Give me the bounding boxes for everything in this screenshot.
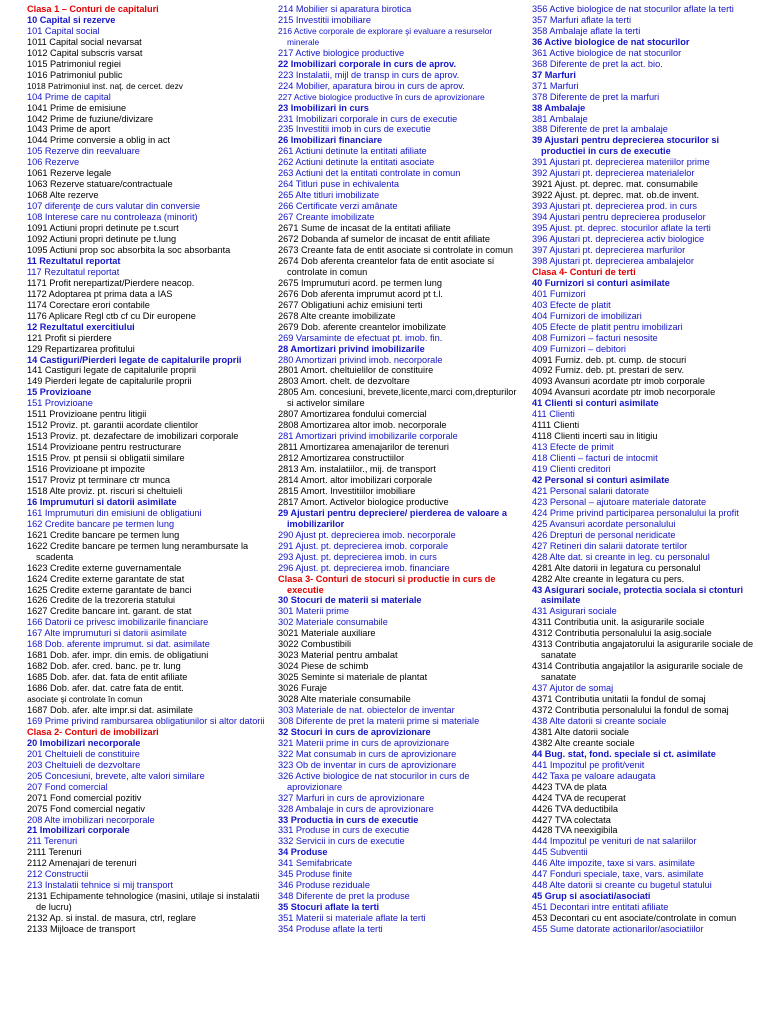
account-line: 4423 TVA de plata [532, 781, 607, 792]
account-line: 445 Subventii [532, 847, 588, 858]
account-line: 357 Marfuri aflate la terti [532, 14, 632, 25]
account-line: 2812 Amortizarea constructiilor [278, 453, 405, 464]
account-line: 4312 Contributia personalului la asig.sociale [532, 628, 712, 639]
account-line: 1621 Credite bancare pe termen lung [27, 529, 180, 540]
account-line: 302 Materiale consumabile [278, 617, 388, 628]
account-line: 107 diferenţe de curs valutar din conversie [27, 201, 201, 212]
account-line: 291 Ajust. pt. deprecierea imob. corporale [278, 540, 449, 551]
account-line: 388 Diferente de pret la ambalaje [532, 124, 668, 135]
account-line: 1625 Credite externe garantate de banci [27, 584, 192, 595]
group-heading: 30 Stocuri de materii si materiale [278, 595, 422, 606]
group-heading: 34 Produse [278, 847, 328, 858]
account-line: 1095 Actiuni prop soc absorbita la soc absorbanta [27, 244, 231, 255]
account-line: 403 Efecte de platit [532, 299, 611, 310]
account-line: 129 Repartizarea profitului [27, 343, 135, 354]
group-heading: 28 Amortizari privind imobilizarile [278, 343, 425, 354]
account-line: 4371 Contributia unitatii la fondul de somaj [532, 694, 706, 705]
account-line: 331 Produse in curs de executie [278, 825, 410, 836]
account-line: 361 Active biologice de nat stocurilor [532, 47, 682, 58]
account-line: 1091 Actiuni propri detinute pe t.scurt [27, 223, 179, 234]
account-line: 332 Servicii in curs de executie [278, 836, 405, 847]
account-line: 2672 Dobanda af sumelor de incasat de entit afiliate [278, 234, 490, 245]
account-line: 1686 Dob. afer. dat. catre fata de entit. [27, 683, 184, 694]
group-heading: 45 Grup si asociati/asociati [532, 891, 651, 902]
account-line: 1511 Provizioane pentru litigii [27, 409, 147, 420]
group-heading: 42 Personal si conturi asimilate [532, 474, 670, 485]
account-line: 4091 Furniz. deb. pt. cump. de stocuri [532, 354, 687, 365]
account-line: 395 Ajust. pt. deprec. stocurilor aflate la terti [532, 223, 711, 234]
account-line: 326 Active biologice de nat stocurilor in curs de aprovizionare [278, 770, 470, 792]
account-line: 448 Alte datorii si creante cu bugetul statului [532, 880, 712, 891]
account-line: 2131 Echipamente tehnologice (masini, utilaje si instalatii de lucru) [27, 891, 260, 913]
account-line: 1513 Proviz. pt. dezafectare de imobilizari corporale [27, 431, 239, 442]
account-line: 4314 Contributia angajatilor la asigurarile sociale de sanatate [532, 661, 743, 683]
account-line: 427 Retineri din salarii datorate tertilor [532, 540, 688, 551]
account-line: 1042 Prime de fuziune/divizare [27, 113, 154, 124]
account-line: 2801 Amort. cheltuielilor de constituire [278, 365, 434, 376]
account-line: 321 Materii prime in curs de aprovizionare [278, 737, 450, 748]
class-heading: Clasa 4- Conturi de terti [532, 266, 636, 277]
account-line: 4111 Clienti [532, 420, 580, 431]
column-3 [532, 4, 764, 935]
account-line: 431 Asigurari sociale [532, 606, 617, 617]
account-line: 281 Amortizari privind imobilizarile corporale [278, 431, 458, 442]
account-line: 211 Terenuri [27, 836, 78, 847]
account-line: 301 Materii prime [278, 606, 349, 617]
account-line: 1622 Credite bancare pe termen lung nerambursate la scadenta [27, 540, 249, 562]
account-line: 4311 Contributia unit. la asigurarile sociale [532, 617, 705, 628]
account-line: 262 Actiuni detinute la entitati asociate [278, 157, 435, 168]
account-line: 411 Clienti [532, 409, 575, 420]
account-line: 356 Active biologice de nat stocurilor aflate la terti [532, 4, 734, 14]
account-line: 2676 Dob aferenta imprumut acord pt t.l. [278, 288, 443, 299]
account-line: 2675 Imprumuturi acord. pe termen lung [278, 277, 442, 288]
account-line: 4381 Alte datorii sociale [532, 726, 630, 737]
group-heading: 15 Provizioane [27, 387, 92, 398]
account-line: 322 Mat consumab in curs de aprovizionare [278, 748, 457, 759]
account-line: 409 Furnizori – debitori [532, 343, 626, 354]
account-line: 345 Produse finite [278, 869, 353, 880]
account-line: 444 Impozitul pe venituri de nat salariilor [532, 836, 697, 847]
account-line: 438 Alte datorii si creante sociale [532, 715, 667, 726]
account-line: 421 Personal salarii datorate [532, 485, 649, 496]
account-line: 393 Ajustari pt. deprecierea prod. in curs [532, 201, 697, 212]
account-line: 235 Investitii imob in curs de executie [278, 124, 431, 135]
account-line: 1518 Alte proviz. pt. riscuri si cheltuieli [27, 485, 183, 496]
account-line: 4118 Clienti incerti sau in litigiu [532, 431, 658, 442]
account-line: 1063 Rezerve statuare/contractuale [27, 179, 173, 190]
group-heading: 11 Rezultatul reportat [27, 255, 121, 266]
group-heading: 12 Rezultatul exercitiului [27, 321, 135, 332]
account-line: 1011 Capital social nevarsat [27, 36, 142, 47]
column-1 [27, 4, 267, 935]
group-heading: 23 Imobilizari in curs [278, 102, 369, 113]
account-line: 3025 Seminte si materiale de plantat [278, 672, 428, 683]
account-line: 391 Ajustari pt. deprecierea materiilor prime [532, 157, 710, 168]
account-line: 3024 Piese de schimb [278, 661, 369, 672]
account-line: 2815 Amort. Investitiilor imobiliare [278, 485, 416, 496]
group-heading: 22 Imobilizari corporale in curs de aprov. [278, 58, 457, 69]
class-heading: Clasa 1 – Conturi de capitaluri [27, 4, 159, 14]
account-line: 2677 Obligatiuni achiz emisiuni terti [278, 299, 423, 310]
account-line: 1172 Adoptarea pt prima data a IAS [27, 288, 173, 299]
account-line: 1627 Credite bancare int. garant. de stat [27, 606, 192, 617]
account-line: 1012 Capital subscris varsat [27, 47, 143, 58]
account-line: 1516 Provizioane pt impozite [27, 464, 145, 475]
account-line: 455 Sume datorate actionarilor/asociatiilor [532, 924, 704, 935]
account-line: 358 Ambalaje aflate la terti [532, 25, 641, 36]
account-line: 141 Castiguri legate de capitalurile proprii [27, 365, 197, 376]
account-line: 2679 Dob. aferente creantelor imobilizate [278, 321, 447, 332]
account-line: 371 Marfuri [532, 80, 579, 91]
account-line: 296 Ajust. pt. deprecierea imob. financiare [278, 562, 450, 573]
account-line: 1068 Alte rezerve [27, 190, 99, 201]
account-line: 4093 Avansuri acordate ptr imob corporale [532, 376, 705, 387]
account-line: 447 Fonduri speciale, taxe, vars. asimilate [532, 869, 704, 880]
account-line: 151 Provizioane [27, 398, 93, 409]
account-line: 1015 Patrimoniul regiei [27, 58, 121, 69]
class-heading: Clasa 2- Conturi de imobilizari [27, 726, 159, 737]
account-line: 216 Active corporale de explorare şi evaluare a resurselor minerale [278, 25, 493, 47]
account-line: 2808 Amortizarea altor imob. necorporale [278, 420, 447, 431]
account-line: 1044 Prime conversie a oblig in act [27, 135, 170, 146]
account-line: 1176 Aplicare Regl ctb cf cu Dir europene [27, 310, 196, 321]
group-heading: 33 Productia in curs de executie [278, 814, 419, 825]
account-line: 378 Diferente de pret la marfuri [532, 91, 660, 102]
account-line: 446 Alte impozite, taxe si vars. asimilate [532, 858, 695, 869]
account-line: 441 Impozitul pe profit/venit [532, 759, 645, 770]
account-line: 413 Efecte de primit [532, 442, 614, 453]
account-line: 392 Ajustari pt. deprecierea materialelor [532, 168, 695, 179]
account-line: 1623 Credite externe guvernamentale [27, 562, 182, 573]
account-line: 231 Imobilizari corporale in curs de executie [278, 113, 458, 124]
account-line: 3921 Ajust. pt. deprec. mat. consumabile [532, 179, 698, 190]
account-line: 3023 Material pentru ambalat [278, 650, 398, 661]
account-line: 1682 Dob. afer. cred. banc. pe tr. lung [27, 661, 181, 672]
account-line: 437 Ajutor de somaj [532, 683, 614, 694]
account-line: 424 Prime privind participarea personalului la profit [532, 507, 739, 518]
group-heading: 10 Capital si rezerve [27, 14, 116, 25]
column-2 [278, 4, 522, 935]
account-line: 1685 Dob. afer. dat. fata de entit afiliate [27, 672, 188, 683]
account-line: 3922 Ajust. pt. deprec. mat. ob.de invent. [532, 190, 700, 201]
account-line: 1041 Prime de emisiune [27, 102, 127, 113]
account-line: 442 Taxa pe valoare adaugata [532, 770, 656, 781]
group-heading: 21 Imobilizari corporale [27, 825, 130, 836]
account-line: 203 Cheltuieli de dezvoltare [27, 759, 141, 770]
account-line: 261 Actiuni detinute la entitati afiliate [278, 146, 427, 157]
account-line: 1043 Prime de aport [27, 124, 111, 135]
account-line: 348 Diferente de pret la produse [278, 891, 410, 902]
account-line: 1171 Profit nerepartizat/Pierdere neacop. [27, 277, 195, 288]
group-heading: 29 Ajustari pentru depreciere/ pierderea de valoare a imobilizarilor [278, 507, 507, 529]
account-line: 169 Prime privind rambursarea obligatiunilor si altor datorii [27, 715, 265, 726]
account-line: 396 Ajustari pt. deprecierea activ biologice [532, 234, 705, 245]
account-line: 2678 Alte creante imobilizate [278, 310, 396, 321]
account-line: 293 Ajust. pt. deprecierea imob. in curs [278, 551, 437, 562]
account-line: 208 Alte imobilizari necorporale [27, 814, 155, 825]
account-line: 4426 TVA deductibila [532, 803, 618, 814]
account-line: 1174 Corectare erori contabile [27, 299, 150, 310]
account-line: 4372 Contributia personalului la fondul de somaj [532, 705, 729, 715]
account-line: 419 Clienti creditori [532, 464, 611, 475]
group-heading: 14 Castiguri/Pierderi legate de capitalurile proprii [27, 354, 242, 365]
account-line: 2112 Amenajari de terenuri [27, 858, 137, 869]
account-line: 168 Dob. aferente imprumut. si dat. asimilate [27, 639, 210, 650]
account-line: 2811 Amortizarea amenajarilor de terenuri [278, 442, 449, 453]
account-line: 2075 Fond comercial negativ [27, 803, 145, 814]
account-line: 327 Marfuri in curs de aprovizionare [278, 792, 425, 803]
account-line: 4382 Alte creante sociale [532, 737, 635, 748]
group-heading: 35 Stocuri aflate la terti [278, 902, 380, 913]
account-line: 161 Imprumuturi din emisiuni de obligatiuni [27, 507, 202, 518]
account-line: 401 Furnizori [532, 288, 586, 299]
account-line: 408 Furnizori – facturi nesosite [532, 332, 658, 343]
account-line: 2814 Amort. altor imobilizari corporale [278, 474, 433, 485]
account-line: 101 Capital social [27, 25, 100, 36]
group-heading: 37 Marfuri [532, 69, 576, 80]
account-line: 381 Ambalaje [532, 113, 588, 124]
account-line: 1016 Patrimoniul public [27, 69, 123, 80]
account-line: 418 Clienti – facturi de intocmit [532, 453, 658, 464]
account-line: 108 Interese care nu controleaza (minorit) [27, 212, 198, 223]
account-line: 207 Fond comercial [27, 781, 108, 792]
account-line: 1018 Patrimoniul inst. naţ. de cercet. dezv [27, 80, 183, 91]
group-heading: 39 Ajustari pentru deprecierea stocurilor si productiei in curs de executie [532, 135, 720, 157]
account-line: 267 Creante imobilizate [278, 212, 375, 223]
account-line: 201 Cheltuieli de constituire [27, 748, 140, 759]
account-line: 166 Datorii ce privesc imobilizarile financiare [27, 617, 209, 628]
account-line: 212 Constructii [27, 869, 89, 880]
account-line: 215 Investitii imobiliare [278, 14, 371, 25]
account-line: 3028 Alte materiale consumabile [278, 694, 411, 705]
account-line: 2111 Terenuri [27, 847, 82, 858]
account-line: 104 Prime de capital [27, 91, 111, 102]
group-heading: 36 Active biologice de nat stocurilor [532, 36, 690, 47]
account-line: 2805 Am. concesiuni, brevete,licente,marci com,drepturilor si activelor similare [278, 387, 517, 409]
group-heading: 38 Ambalaje [532, 102, 586, 113]
account-line: 223 Instalatii, mijl de transp in curs de aprov. [278, 69, 460, 80]
account-line: 2817 Amort. Activelor biologice productive [278, 496, 449, 507]
account-line: 1626 Credite de la trezoreria statului [27, 595, 176, 606]
account-line: 1514 Provizioane pentru restructurare [27, 442, 182, 453]
account-line: 1061 Rezerve legale [27, 168, 112, 179]
account-line: 3022 Combustibili [278, 639, 352, 650]
account-line: 227 Active biologice productive în curs de aprovizionare [278, 91, 485, 102]
account-line: 149 Pierderi legate de capitalurile proprii [27, 376, 192, 387]
account-line: 224 Mobilier, aparatura birou in curs de aprov. [278, 80, 465, 91]
account-line: 2133 Mijloace de transport [27, 924, 136, 935]
account-line: 397 Ajustari pt. deprecierea marfurilor [532, 244, 686, 255]
account-line: 423 Personal – ajutoare materiale datorate [532, 496, 707, 507]
account-line: 308 Diferente de pret la materii prime si materiale [278, 715, 480, 726]
account-line: 213 Instalatii tehnice si mij transport [27, 880, 174, 891]
account-line: 1092 Actiuni propri detinute pe t.lung [27, 234, 177, 245]
account-line: 2813 Am. instalatiilor., mij. de transport [278, 464, 436, 475]
account-line: 266 Certificate verzi amânate [278, 201, 398, 212]
account-line: 451 Decontari intre entitati afiliate [532, 902, 669, 913]
account-line: 303 Materiale de nat. obiectelor de inventar [278, 705, 455, 715]
account-line: 1517 Proviz pt terminare ctr munca [27, 474, 170, 485]
account-line: 117 Rezultatul reportat [27, 266, 120, 277]
account-line: 290 Ajust pt. deprecierea imob. necorporale [278, 529, 456, 540]
account-line: 428 Alte dat. si creante in leg. cu personalul [532, 551, 710, 562]
group-heading: 44 Bug. stat, fond. speciale si ct. asimilate [532, 748, 716, 759]
account-line: 1624 Credite externe garantate de stat [27, 573, 185, 584]
account-line: 2071 Fond comercial pozitiv [27, 792, 142, 803]
group-heading: 43 Asigurari sociale, protectia sociala si ctonturi asimilate [532, 584, 744, 606]
account-line: 121 Profit si pierdere [27, 332, 112, 343]
account-line: 341 Semifabricate [278, 858, 353, 869]
group-heading: 32 Stocuri in curs de aprovizionare [278, 726, 431, 737]
account-line: 2671 Sume de incasat de la entitati afiliate [278, 223, 451, 234]
account-line: 162 Credite bancare pe termen lung [27, 518, 175, 529]
account-line: 269 Varsaminte de efectuat pt. imob. fin. [278, 332, 443, 343]
account-line: 2803 Amort. chelt. de dezvoltare [278, 376, 410, 387]
account-line: 2807 Amortizarea fondului comercial [278, 409, 427, 420]
class-heading: Clasa 3- Conturi de stocuri si productie in curs de executie [278, 573, 496, 595]
account-line: 106 Rezerve [27, 157, 80, 168]
account-line: 217 Active biologice productive [278, 47, 405, 58]
group-heading: 20 Imobilizari necorporale [27, 737, 141, 748]
account-line: 167 Alte imprumuturi si datorii asimilate [27, 628, 187, 639]
account-line: asociate şi controlate în comun [27, 694, 143, 705]
account-line: 4092 Furniz. deb. pt. prestari de serv. [532, 365, 685, 376]
account-line: 4281 Alte datorii in legatura cu personalul [532, 562, 701, 573]
account-line: 214 Mobilier si aparatura birotica [278, 4, 412, 14]
account-line: 4427 TVA colectata [532, 814, 611, 825]
group-heading: 16 Imprumuturi si datorii asimilate [27, 496, 177, 507]
account-line: 264 Titluri puse in echivalenta [278, 179, 400, 190]
account-line: 398 Ajustari pt. deprecierea ambalajelor [532, 255, 694, 266]
account-line: 280 Amortizari privind imob. necorporale [278, 354, 443, 365]
account-line: 3026 Furaje [278, 683, 328, 694]
account-line: 354 Produse aflate la terti [278, 924, 383, 935]
account-line: 425 Avansuri acordate personalului [532, 518, 676, 529]
account-line: 1687 Dob. afer. alte impr.si dat. asimilate [27, 705, 193, 715]
account-line: 323 Ob de inventar in curs de aprovizionare [278, 759, 457, 770]
account-line: 2132 Ap. si instal. de masura, ctrl, reglare [27, 913, 197, 924]
account-line: 265 Alte titluri imobilizate [278, 190, 380, 201]
account-line: 405 Efecte de platit pentru imobilizari [532, 321, 683, 332]
account-line: 205 Concesiuni, brevete, alte valori similare [27, 770, 205, 781]
account-line: 4424 TVA de recuperat [532, 792, 626, 803]
account-line: 351 Materii si materiale aflate la terti [278, 913, 426, 924]
account-line: 368 Diferente de pret la act. bio. [532, 58, 663, 69]
account-line: 453 Decontari cu ent asociate/controlate in comun [532, 913, 737, 924]
account-line: 1512 Proviz. pt. garantii acordate clientilor [27, 420, 199, 431]
account-line: 426 Drepturi de personal neridicate [532, 529, 676, 540]
account-line: 4428 TVA neexigibila [532, 825, 618, 836]
account-line: 4282 Alte creante in legatura cu pers. [532, 573, 685, 584]
account-line: 328 Ambalaje in curs de aprovizionare [278, 803, 434, 814]
account-line: 1515 Prov. pt pensii si obligatii similare [27, 453, 185, 464]
account-line: 404 Furnizori de imobilizari [532, 310, 642, 321]
account-line: 105 Rezerve din reevaluare [27, 146, 140, 157]
account-line: 263 Actiuni det la entitati controlate in comun [278, 168, 461, 179]
account-line: 394 Ajustari pentru deprecierea produselor [532, 212, 706, 223]
account-line: 2674 Dob aferenta creantelor fata de entit asociate si controlate in comun [278, 255, 495, 277]
group-heading: 41 Clienti si conturi asimilate [532, 398, 659, 409]
group-heading: 40 Furnizori si conturi asimilate [532, 277, 670, 288]
account-line: 4094 Avansuri acordate ptr imob necorporale [532, 387, 716, 398]
account-line: 1681 Dob. afer. impr. din emis. de obligatiuni [27, 650, 209, 661]
account-line: 346 Produse reziduale [278, 880, 370, 891]
account-line: 2673 Creante fata de entit asociate si controlate in comun [278, 244, 513, 255]
account-line: 3021 Materiale auxiliare [278, 628, 376, 639]
account-line: 4313 Contributia angajatorului la asigurarile sociale de sanatate [532, 639, 754, 661]
group-heading: 26 Imobilizari financiare [278, 135, 383, 146]
